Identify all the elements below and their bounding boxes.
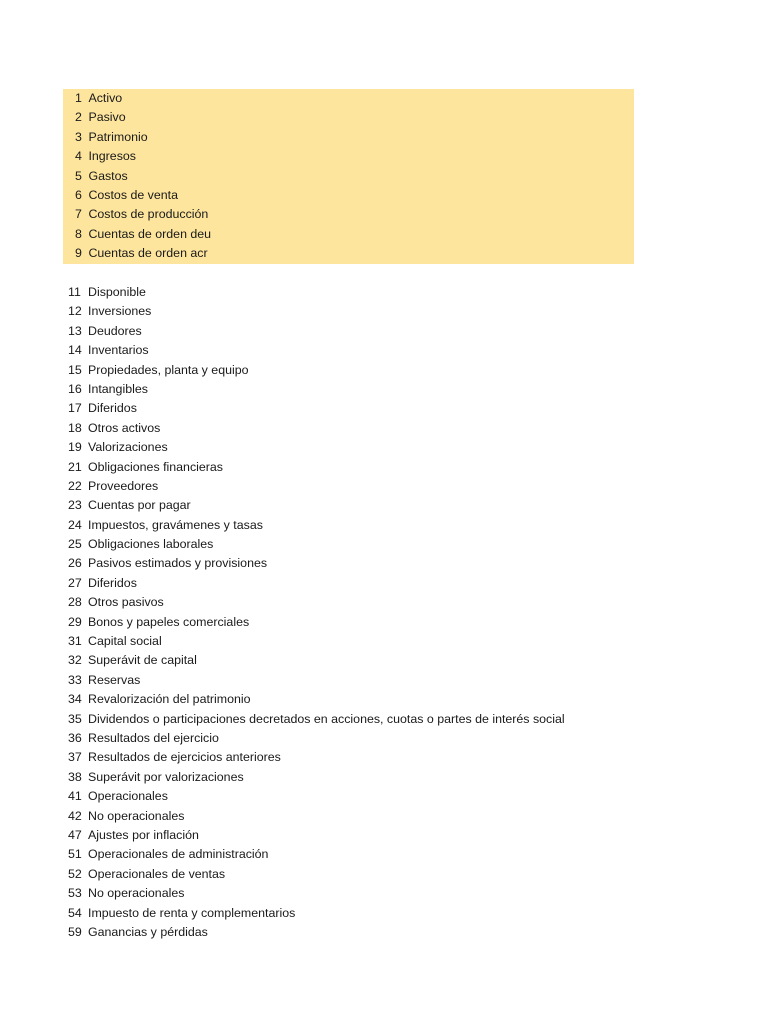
group-row bbox=[0, 787, 768, 806]
group-code: 16 bbox=[68, 381, 82, 396]
group-code: 35 bbox=[68, 711, 82, 726]
group-name: Inventarios bbox=[88, 343, 149, 358]
group-name: Dividendos o participaciones decretados en acciones, cuotas o partes de interés social bbox=[88, 711, 565, 726]
account-classes-list bbox=[63, 89, 634, 264]
group-name: Otros pasivos bbox=[88, 595, 164, 610]
class-code: 2 bbox=[75, 110, 82, 125]
group-name: Disponible bbox=[88, 285, 146, 299]
group-code: 29 bbox=[68, 614, 82, 629]
class-name: Costos de venta bbox=[88, 187, 178, 202]
group-code: 25 bbox=[68, 537, 82, 552]
group-row bbox=[0, 904, 768, 923]
group-code: 31 bbox=[68, 634, 82, 649]
group-code: 14 bbox=[68, 343, 82, 358]
class-code: 3 bbox=[75, 129, 82, 144]
group-row bbox=[0, 613, 768, 632]
group-name: Obligaciones financieras bbox=[88, 459, 223, 474]
group-name: Ganancias y pérdidas bbox=[88, 924, 208, 939]
group-row bbox=[0, 884, 768, 903]
group-code: 32 bbox=[68, 653, 82, 668]
group-code: 53 bbox=[68, 886, 82, 901]
group-name: Cuentas por pagar bbox=[88, 498, 191, 513]
group-name: Capital social bbox=[88, 634, 162, 649]
group-name: Deudores bbox=[88, 323, 142, 338]
group-code: 54 bbox=[68, 905, 82, 920]
group-row bbox=[0, 807, 768, 826]
group-row bbox=[0, 302, 768, 321]
group-code: 18 bbox=[68, 420, 82, 435]
group-code: 59 bbox=[68, 924, 82, 939]
group-row bbox=[0, 554, 768, 573]
group-name: Proveedores bbox=[88, 478, 159, 493]
group-name: Operacionales de administración bbox=[88, 847, 269, 862]
class-name: Pasivo bbox=[88, 110, 126, 125]
group-row bbox=[0, 438, 768, 457]
group-row bbox=[0, 593, 768, 612]
group-code: 42 bbox=[68, 808, 82, 823]
group-name: Resultados de ejercicios anteriores bbox=[88, 750, 281, 765]
group-row bbox=[0, 690, 768, 709]
group-row bbox=[0, 671, 768, 690]
group-code: 11 bbox=[68, 285, 81, 299]
group-name: Inversiones bbox=[88, 304, 152, 319]
group-row bbox=[0, 574, 768, 593]
group-row bbox=[0, 651, 768, 670]
group-name: Propiedades, planta y equipo bbox=[88, 362, 249, 377]
class-name: Activo bbox=[88, 91, 123, 105]
class-code: 8 bbox=[75, 226, 82, 241]
group-row bbox=[0, 419, 768, 438]
class-row bbox=[63, 225, 634, 244]
group-name: Pasivos estimados y provisiones bbox=[88, 556, 268, 571]
group-row bbox=[0, 458, 768, 477]
class-row bbox=[63, 128, 634, 147]
group-row bbox=[0, 496, 768, 515]
class-row bbox=[63, 244, 634, 263]
class-code: 7 bbox=[75, 207, 82, 222]
group-code: 41 bbox=[68, 789, 82, 804]
class-row bbox=[63, 147, 634, 166]
group-row bbox=[0, 768, 768, 787]
group-name: Intangibles bbox=[88, 381, 148, 396]
group-name: Reservas bbox=[88, 672, 141, 687]
group-code: 51 bbox=[68, 847, 82, 862]
group-code: 26 bbox=[68, 556, 82, 571]
group-name: Resultados del ejercicio bbox=[88, 730, 219, 745]
class-name: Cuentas de orden deu bbox=[88, 226, 212, 241]
class-code: 9 bbox=[75, 246, 82, 261]
group-name: Operacionales de ventas bbox=[88, 866, 226, 881]
group-name: Impuestos, gravámenes y tasas bbox=[88, 517, 263, 532]
class-code: 1 bbox=[75, 91, 82, 105]
group-code: 47 bbox=[68, 827, 82, 842]
group-row bbox=[0, 632, 768, 651]
group-name: No operacionales bbox=[88, 808, 185, 823]
class-name: Ingresos bbox=[88, 149, 136, 164]
class-name: Gastos bbox=[88, 168, 128, 183]
group-name: Diferidos bbox=[88, 575, 137, 590]
group-name: Valorizaciones bbox=[88, 440, 168, 455]
group-row bbox=[0, 923, 768, 942]
group-code: 34 bbox=[68, 692, 82, 707]
group-row bbox=[0, 283, 768, 302]
group-code: 12 bbox=[68, 304, 82, 319]
group-code: 33 bbox=[68, 672, 82, 687]
account-groups-list bbox=[0, 283, 768, 942]
group-name: Obligaciones laborales bbox=[88, 537, 214, 552]
group-code: 27 bbox=[68, 575, 82, 590]
group-row bbox=[0, 380, 768, 399]
class-row bbox=[63, 205, 634, 224]
group-row bbox=[0, 845, 768, 864]
class-name: Patrimonio bbox=[88, 129, 148, 144]
class-name: Costos de producción bbox=[88, 207, 209, 222]
group-name: Diferidos bbox=[88, 401, 137, 416]
group-row bbox=[0, 322, 768, 341]
group-row bbox=[0, 341, 768, 360]
group-name: Bonos y papeles comerciales bbox=[88, 614, 250, 629]
class-row bbox=[63, 167, 634, 186]
group-code: 19 bbox=[68, 440, 82, 455]
group-code: 36 bbox=[68, 730, 82, 745]
group-row bbox=[0, 399, 768, 418]
group-code: 15 bbox=[68, 362, 82, 377]
group-name: Impuesto de renta y complementarios bbox=[88, 905, 296, 920]
group-row bbox=[0, 748, 768, 767]
group-row bbox=[0, 361, 768, 380]
group-code: 28 bbox=[68, 595, 82, 610]
group-code: 13 bbox=[68, 323, 82, 338]
group-code: 21 bbox=[68, 459, 82, 474]
class-row bbox=[63, 186, 634, 205]
group-row bbox=[0, 516, 768, 535]
group-name: Superávit por valorizaciones bbox=[88, 769, 244, 784]
group-row bbox=[0, 477, 768, 496]
group-name: Superávit de capital bbox=[88, 653, 197, 668]
class-code: 4 bbox=[75, 149, 82, 164]
group-row bbox=[0, 535, 768, 554]
group-row bbox=[0, 826, 768, 845]
class-row bbox=[63, 108, 634, 127]
group-code: 23 bbox=[68, 498, 82, 513]
group-name: No operacionales bbox=[88, 886, 185, 901]
group-row bbox=[0, 729, 768, 748]
class-code: 5 bbox=[75, 168, 82, 183]
group-code: 37 bbox=[68, 750, 82, 765]
group-code: 24 bbox=[68, 517, 82, 532]
class-code: 6 bbox=[75, 187, 82, 202]
group-code: 22 bbox=[68, 478, 82, 493]
group-code: 17 bbox=[68, 401, 82, 416]
group-code: 38 bbox=[68, 769, 82, 784]
class-row bbox=[63, 89, 634, 108]
group-row bbox=[0, 865, 768, 884]
group-row bbox=[0, 710, 768, 729]
group-code: 52 bbox=[68, 866, 82, 881]
group-name: Ajustes por inflación bbox=[88, 827, 199, 842]
class-name: Cuentas de orden acr bbox=[88, 246, 208, 261]
group-name: Revalorización del patrimonio bbox=[88, 692, 251, 707]
group-name: Otros activos bbox=[88, 420, 161, 435]
group-name: Operacionales bbox=[88, 789, 168, 804]
